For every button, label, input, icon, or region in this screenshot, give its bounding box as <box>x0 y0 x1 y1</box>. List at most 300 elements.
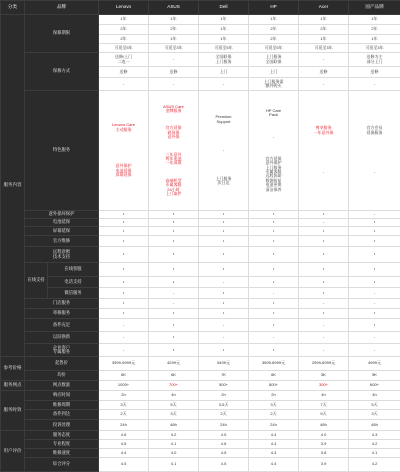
cell-block <box>266 109 281 118</box>
data-cell: 1000+ <box>99 381 149 391</box>
data-cell: 可延至5年 <box>99 44 149 53</box>
data-cell <box>249 53 299 67</box>
data-cell: - <box>99 319 149 332</box>
cell-text-line: 意外保护 <box>266 161 282 165</box>
data-cell: - <box>349 299 400 309</box>
cell-block <box>314 126 334 135</box>
cell-text-line: - <box>273 135 274 139</box>
cell-blocks <box>199 92 248 210</box>
data-cell: 5天 <box>299 410 349 420</box>
item-label: 响应时间 <box>25 391 99 401</box>
item-label: 投诉处理 <box>25 420 99 431</box>
cell-block <box>374 170 375 174</box>
data-cell: • <box>349 319 400 332</box>
data-cell: • <box>99 288 149 299</box>
data-cell: 7天 <box>299 401 349 410</box>
data-cell: 2年 <box>149 25 199 35</box>
cell-text-line: 全国联保 <box>249 60 298 64</box>
data-cell: 4.0 <box>149 449 199 458</box>
data-cell: 3天 <box>99 401 149 410</box>
item-label: 在线客服 <box>48 263 99 277</box>
data-cell: • <box>299 263 349 277</box>
data-cell: • <box>99 263 149 277</box>
brand-header-2: ASUS <box>149 1 199 15</box>
data-cell: 1年 <box>349 15 400 25</box>
data-cell: • <box>149 332 199 344</box>
data-cell: • <box>149 344 199 357</box>
data-cell: • <box>99 219 149 227</box>
data-cell: • <box>349 309 400 319</box>
data-cell: 2年 <box>249 25 299 35</box>
label-line: 企业客户 <box>25 346 98 350</box>
data-cell: - <box>199 78 249 91</box>
item-label: 电池延保 <box>25 219 99 227</box>
table-row <box>1 344 400 357</box>
brand-header-3: Dell <box>199 1 249 15</box>
category-label: 参考价格 <box>1 357 25 381</box>
data-cell: - <box>99 344 149 357</box>
data-cell: 4.4 <box>99 449 149 458</box>
data-cell: - <box>149 78 199 91</box>
data-cell: 1年 <box>299 15 349 25</box>
data-cell: 600+ <box>349 381 400 391</box>
data-cell: 3.9 <box>299 440 349 449</box>
data-cell <box>149 381 199 391</box>
cell-text-line: Support <box>216 120 232 124</box>
data-cell: • <box>199 263 249 277</box>
data-cell: • <box>249 277 299 288</box>
data-cell: 48h <box>349 420 400 431</box>
data-cell: • <box>349 227 400 236</box>
data-cell: 送修 <box>99 67 149 78</box>
data-cell: 48h <box>299 420 349 431</box>
cell-text-line: 全国联保 <box>199 55 248 59</box>
data-cell: - <box>349 78 400 91</box>
data-cell: • <box>199 247 249 263</box>
data-cell: 4.4 <box>249 440 299 449</box>
data-cell: • <box>199 227 249 236</box>
cell-blocks <box>99 92 148 210</box>
data-cell: 6K <box>99 371 149 381</box>
item-label <box>25 247 99 263</box>
data-cell: • <box>249 219 299 227</box>
data-cell: 送修 <box>349 67 400 78</box>
data-cell: • <box>349 219 400 227</box>
cell-text-line: 远程协助 <box>266 174 282 178</box>
data-cell: 4.2 <box>349 458 400 472</box>
data-cell: - <box>299 299 349 309</box>
cell-text-line: 尊享服务 <box>314 126 334 130</box>
data-cell: 4.1 <box>349 449 400 458</box>
data-cell: 3999-9999元 <box>99 357 149 371</box>
data-cell <box>349 91 400 211</box>
data-cell: • <box>299 211 349 219</box>
data-cell: 3-5天 <box>199 401 249 410</box>
data-cell: 24h <box>199 420 249 431</box>
cell-text-line: 官方延保 <box>166 126 182 130</box>
cell-text-line: Premium <box>216 115 232 119</box>
data-cell: 800+ <box>249 381 299 391</box>
data-cell: • <box>149 263 199 277</box>
data-cell: 可延至3年 <box>299 44 349 53</box>
cell-text-line: 一年意外保 <box>314 131 334 135</box>
cell-text-line: 上门服务需 <box>249 80 298 84</box>
cell-text-line: 上门服务 <box>199 60 248 64</box>
data-cell: 上门 <box>249 67 299 78</box>
category-label: 用户评价 <box>1 431 25 472</box>
cell-text-line: - <box>223 148 224 152</box>
data-cell: 1年 <box>199 35 249 44</box>
cell-text-line: 电池延保 <box>116 169 132 173</box>
data-cell: 7K <box>199 371 249 381</box>
data-cell <box>199 53 249 67</box>
data-cell: 4.1 <box>149 440 199 449</box>
item-label: 均价 <box>25 371 99 381</box>
cell-block <box>266 157 282 192</box>
item-label: 综合评分 <box>25 458 99 472</box>
cell-text-line: 碎屏保 <box>166 131 182 135</box>
data-cell: - <box>299 344 349 357</box>
cell-block <box>112 123 135 132</box>
table-row <box>1 420 400 431</box>
data-cell: • <box>249 236 299 247</box>
cell-text-line: 意外保 <box>166 135 182 139</box>
data-cell: 4.3 <box>249 449 299 458</box>
cell-blocks <box>299 92 348 210</box>
item-label: 意外损坏保护 <box>25 211 99 219</box>
data-cell: 4.5 <box>199 458 249 472</box>
data-cell: • <box>99 227 149 236</box>
data-cell: 2年 <box>299 25 349 35</box>
item-label: 门店服务 <box>25 299 99 309</box>
data-cell: • <box>149 277 199 288</box>
item-label: 以旧换新 <box>25 332 99 344</box>
cell-text-line: 300+ <box>299 383 348 387</box>
data-cell: 4.1 <box>149 458 199 472</box>
data-cell: - <box>349 288 400 299</box>
item-label: 服务态度 <box>25 431 99 440</box>
cell-text-line: - <box>374 170 375 174</box>
table-row <box>1 458 400 472</box>
cell-block <box>116 164 132 177</box>
data-cell: 24h <box>99 420 149 431</box>
data-cell: 3天 <box>149 410 199 420</box>
data-cell: 送修 <box>299 67 349 78</box>
cell-text-line: 三年意外 <box>166 153 182 157</box>
data-cell: 5天 <box>149 401 199 410</box>
data-cell: 2h <box>199 391 249 401</box>
cell-text-line: 24小时 <box>166 188 182 192</box>
cell-text-line: 屏幕延保 <box>116 173 132 177</box>
cell-text-line: 清洁保养 <box>266 188 282 192</box>
cell-block <box>216 115 232 124</box>
item-label: 维修速度 <box>25 449 99 458</box>
table-row <box>1 227 400 236</box>
cell-text-line: HP Care <box>266 109 281 113</box>
cell-text-line: 额外购买 <box>249 84 298 88</box>
data-cell: • <box>299 277 349 288</box>
table-row <box>1 263 400 277</box>
cell-text-line: 两年电池 <box>166 157 182 161</box>
data-cell: 送修 <box>149 67 199 78</box>
label-line: 技术支持 <box>25 255 98 259</box>
item-label: 屏幕延保 <box>25 227 99 236</box>
table-row <box>1 410 400 420</box>
data-cell: 1年 <box>149 15 199 25</box>
cell-text-line: 上门服务 <box>216 177 232 181</box>
data-cell: • <box>199 219 249 227</box>
data-cell: 2999-6999元 <box>299 357 349 371</box>
table-row <box>1 247 400 263</box>
cell-text-line: 部分上门 <box>349 60 400 64</box>
cell-block <box>223 148 224 152</box>
data-cell: • <box>99 236 149 247</box>
data-cell: • <box>249 247 299 263</box>
data-cell: 1年 <box>299 35 349 44</box>
cell-text-line: Lenovo Care <box>112 123 135 127</box>
data-cell: 1年 <box>249 15 299 25</box>
data-cell <box>249 78 299 91</box>
data-cell: - <box>299 53 349 67</box>
data-cell: - <box>299 332 349 344</box>
data-cell: - <box>299 78 349 91</box>
data-cell: • <box>249 309 299 319</box>
data-cell: 3天 <box>249 401 299 410</box>
data-cell: 1年 <box>349 35 400 44</box>
data-cell: 2天 <box>249 410 299 420</box>
data-cell: - <box>299 319 349 332</box>
data-cell: • <box>199 299 249 309</box>
data-cell: • <box>299 288 349 299</box>
data-cell: 4.6 <box>199 440 249 449</box>
cell-block <box>323 170 324 174</box>
data-cell: 6K <box>149 371 199 381</box>
data-cell: • <box>99 247 149 263</box>
table-row <box>1 319 400 332</box>
data-cell: 1年 <box>199 25 249 35</box>
data-cell: • <box>149 309 199 319</box>
data-cell: • <box>149 219 199 227</box>
cell-text-line: 主动服务 <box>112 128 135 132</box>
item-label: 官方维修 <box>25 236 99 247</box>
data-cell: - <box>99 332 149 344</box>
cell-text-line: 专属客服 <box>166 183 182 187</box>
data-cell: - <box>199 319 249 332</box>
data-cell: • <box>299 236 349 247</box>
cell-text-line: 上门服务 <box>266 166 282 170</box>
cell-text-line: 专属客服 <box>266 170 282 174</box>
data-cell: - <box>149 53 199 67</box>
data-cell: - <box>249 332 299 344</box>
table-row <box>1 431 400 440</box>
data-cell: 2年 <box>99 25 149 35</box>
category-label: 服务网点 <box>1 381 25 391</box>
item-label: 备件充足 <box>25 319 99 332</box>
item-label: 电话支持 <box>48 277 99 288</box>
data-cell: 5K <box>349 371 400 381</box>
cell-text-line: 官方会员 <box>367 126 383 130</box>
table-row <box>1 371 400 381</box>
cell-block <box>273 135 274 139</box>
data-cell: 4999元 <box>349 357 400 371</box>
data-cell: 2年 <box>99 35 149 44</box>
data-cell: - <box>249 288 299 299</box>
data-cell <box>349 53 400 67</box>
data-cell <box>99 91 149 211</box>
data-cell: 24h <box>249 420 299 431</box>
cell-text-line: 一年屏幕 <box>166 161 182 165</box>
data-cell: 可延至5年 <box>199 44 249 53</box>
data-cell: 4.2 <box>349 440 400 449</box>
cell-text-line: ASUS Care <box>163 105 184 109</box>
data-cell: 2年 <box>249 35 299 44</box>
data-cell: • <box>149 236 199 247</box>
cell-block <box>166 153 182 166</box>
data-cell: • <box>199 344 249 357</box>
data-cell: • <box>99 299 149 309</box>
cell-text-line: 上门服务 <box>249 55 298 59</box>
table-row <box>1 440 400 449</box>
data-cell: 48h <box>149 420 199 431</box>
data-cell: • <box>299 247 349 263</box>
cell-text-line: 金牌服务 <box>163 109 184 113</box>
cell-blocks <box>249 92 298 210</box>
data-cell <box>99 53 149 67</box>
item-label: 备件到达 <box>25 410 99 420</box>
data-cell: 可延至5年 <box>249 44 299 53</box>
data-cell: - <box>149 299 199 309</box>
cell-text-line: 送修/上门 <box>99 55 148 59</box>
data-cell: 4.6 <box>99 431 149 440</box>
item-label: 网点数量 <box>25 381 99 391</box>
data-cell: • <box>349 263 400 277</box>
data-cell: 可延至3年 <box>349 44 400 53</box>
cell-block <box>216 177 232 186</box>
data-cell: 2天 <box>199 410 249 420</box>
data-cell: • <box>249 344 299 357</box>
data-cell: - <box>349 344 400 357</box>
subcategory-label: 在线支持 <box>25 263 48 299</box>
table-row <box>1 53 400 67</box>
brand-header-4: HP <box>249 1 299 15</box>
data-cell: - <box>299 219 349 227</box>
data-cell: 4h <box>149 391 199 401</box>
data-cell <box>299 91 349 211</box>
header-category: 分类 <box>1 1 25 15</box>
table-row <box>1 91 400 211</box>
data-cell: • <box>349 277 400 288</box>
data-cell <box>149 91 199 211</box>
data-cell: 3599-8999元 <box>249 357 299 371</box>
cell-text-line: - <box>323 170 324 174</box>
table-row <box>1 332 400 344</box>
cell-blocks <box>149 92 198 210</box>
data-cell: • <box>249 227 299 236</box>
data-cell: 上门 <box>199 67 249 78</box>
data-cell: - <box>349 332 400 344</box>
data-cell: • <box>249 263 299 277</box>
item-label: 保修期限 <box>25 15 99 53</box>
data-cell: • <box>149 211 199 219</box>
header-item: 品牌 <box>25 1 99 15</box>
data-cell: 4299元 <box>149 357 199 371</box>
data-cell: 1年 <box>149 35 199 44</box>
data-cell: • <box>199 288 249 299</box>
brand-header-5: Acer <box>299 1 349 15</box>
item-label: 维修周期 <box>25 401 99 410</box>
table-row <box>1 299 400 309</box>
cell-block <box>166 179 182 197</box>
data-cell: • <box>199 236 249 247</box>
table-row <box>1 219 400 227</box>
category-label: 服务时效 <box>1 391 25 431</box>
data-cell: 4.5 <box>99 458 149 472</box>
data-cell: 5K <box>299 371 349 381</box>
cell-text-line: 意外保护 <box>116 164 132 168</box>
table-body <box>1 15 400 472</box>
data-cell: • <box>149 227 199 236</box>
cell-block <box>367 126 383 135</box>
table-row <box>1 15 400 25</box>
data-cell: 4.5 <box>199 431 249 440</box>
cell-text-line: Pack <box>266 113 281 117</box>
brand-header-1: Lenovo <box>99 1 149 15</box>
data-cell: 4.4 <box>249 458 299 472</box>
data-cell: • <box>349 236 400 247</box>
data-cell: - <box>199 277 249 288</box>
cell-text-line: 送修为主 <box>349 55 400 59</box>
data-cell: - <box>199 332 249 344</box>
data-cell: 4.5 <box>199 449 249 458</box>
item-label: 寄修服务 <box>25 309 99 319</box>
data-cell: 1年 <box>199 15 249 25</box>
table-row <box>1 277 400 288</box>
data-cell: • <box>299 309 349 319</box>
cell-text-line: 官方延保 <box>266 157 282 161</box>
data-cell: 4.3 <box>349 431 400 440</box>
data-cell: • <box>199 211 249 219</box>
table-row <box>1 309 400 319</box>
cell-blocks <box>349 92 400 210</box>
item-label: 保修方式 <box>25 53 99 91</box>
table-row <box>1 449 400 458</box>
item-label: 起售价 <box>25 357 99 371</box>
cell-text-line: 上门取件 <box>166 192 182 196</box>
data-cell: • <box>249 319 299 332</box>
cell-text-line: 次日达 <box>216 181 232 185</box>
data-cell: 4.4 <box>249 431 299 440</box>
cell-block <box>166 126 182 139</box>
data-cell: 5499元 <box>199 357 249 371</box>
category-label: 服务内容 <box>1 15 25 357</box>
cell-text-line: 700+ <box>149 383 198 387</box>
data-cell: • <box>349 247 400 263</box>
item-label: 特色服务 <box>25 91 99 211</box>
cell-text-line: 延保服务 <box>367 131 383 135</box>
data-cell <box>199 91 249 211</box>
data-cell: 4.0 <box>299 431 349 440</box>
item-label <box>25 344 99 357</box>
label-line: 专属服务 <box>25 350 98 354</box>
data-cell: • <box>99 309 149 319</box>
data-cell <box>299 381 349 391</box>
data-cell: 3.9 <box>299 458 349 472</box>
item-label: 微信服务 <box>48 288 99 299</box>
cell-text-line: 高端机型 <box>166 179 182 183</box>
data-cell: 4.2 <box>149 431 199 440</box>
data-cell: 3.8 <box>299 449 349 458</box>
table-row <box>1 288 400 299</box>
